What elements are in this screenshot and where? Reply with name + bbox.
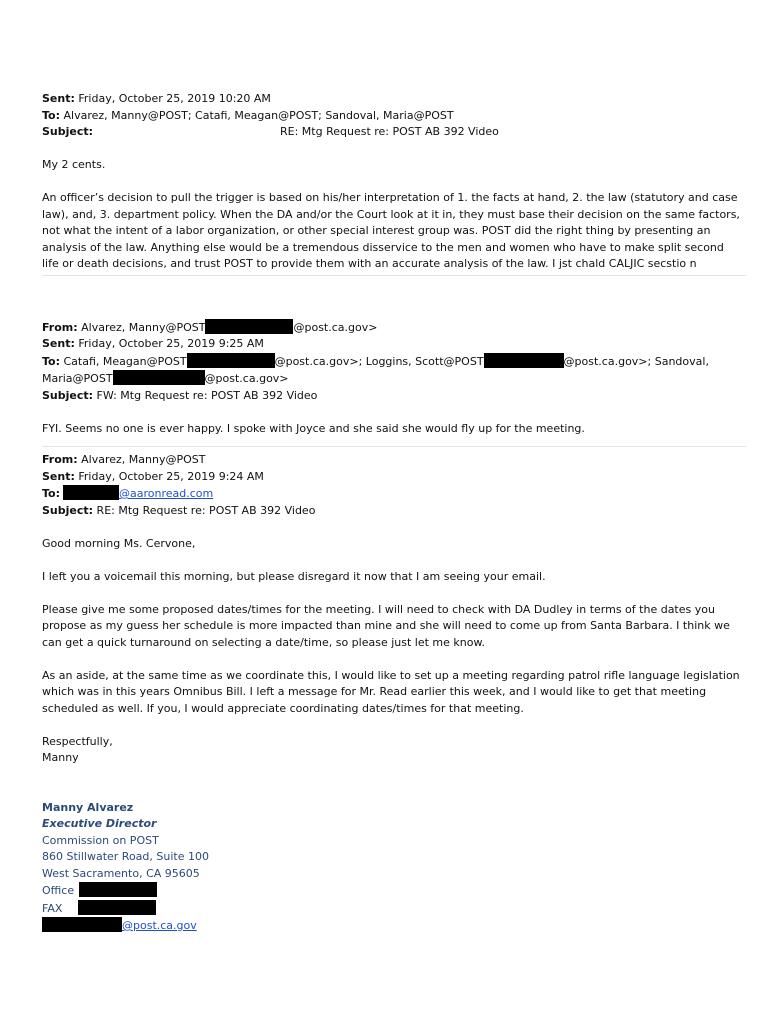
email1-body bbox=[42, 190, 746, 273]
sent-label: Sent: bbox=[42, 337, 75, 350]
body-line: can get a quick turnaround on selecting a date/time, so please just let me know. bbox=[42, 635, 485, 649]
body-line: An officer’s decision to pull the trigger is based on his/her interpretation of 1. the facts at hand, 2. the law (statutory and case bbox=[42, 191, 738, 204]
to-label: To: bbox=[42, 487, 60, 500]
to-name: Maria@POST bbox=[42, 372, 113, 385]
body-line: propose as my guess her schedule is more impacted than mine and she will need to come up from Santa Barbara. I think we bbox=[42, 619, 730, 632]
to-label: To: bbox=[42, 108, 60, 122]
body-line: which was in this years Omnibus Bill. I left a message for Mr. Read earlier this week, and I would like to get that meeting bbox=[42, 685, 707, 698]
divider bbox=[42, 446, 746, 447]
from-label: From: bbox=[42, 453, 78, 466]
salutation: Good morning Ms. Cervone, bbox=[42, 536, 196, 550]
sent-value: Friday, October 25, 2019 10:20 AM bbox=[78, 92, 271, 105]
signature-address1: 860 Stillwater Road, Suite 100 bbox=[42, 850, 209, 863]
signature-name: Manny Alvarez bbox=[42, 800, 134, 814]
to-value: Alvarez, Manny@POST; Catafi, Meagan@POST; Sandoval, Maria@POST bbox=[63, 108, 454, 122]
signature-address2: West Sacramento, CA 95605 bbox=[42, 866, 200, 880]
to-email-link[interactable]: @aaronread.com bbox=[119, 487, 214, 500]
subject-label: Subject: bbox=[42, 125, 94, 138]
subject-label: Subject: bbox=[42, 388, 94, 402]
body-line: analysis of the law. Anything else would be a tremendous disservice to the men and women who have to make split second bbox=[42, 240, 724, 254]
signature-title: Executive Director bbox=[42, 817, 157, 830]
signature-office bbox=[42, 882, 746, 900]
email3-header bbox=[42, 452, 746, 519]
to-name: Catafi, Meagan@POST bbox=[63, 354, 187, 368]
closing-name: Manny bbox=[42, 751, 79, 764]
signature-email-link[interactable]: @post.ca.gov bbox=[122, 919, 197, 932]
email-document bbox=[42, 91, 746, 935]
redaction-box bbox=[205, 319, 293, 334]
from-value: Alvarez, Manny@POST bbox=[81, 453, 206, 466]
email1-header bbox=[42, 91, 746, 141]
to-domain: @post.ca.gov> bbox=[204, 372, 289, 385]
body-line: not what the intent of a labor organization, or other special interest group was. POST did the right thing by presenting an bbox=[42, 224, 711, 237]
from-label: From: bbox=[42, 320, 78, 334]
fax-label: FAX bbox=[42, 901, 63, 915]
from-domain: @post.ca.gov> bbox=[293, 320, 378, 334]
paragraph: I left you a voicemail this morning, but please disregard it now that I am seeing your email. bbox=[42, 569, 546, 583]
redaction-box bbox=[42, 917, 122, 932]
sent-value: Friday, October 25, 2019 9:24 AM bbox=[78, 469, 264, 483]
office-label: Office bbox=[42, 884, 75, 897]
body-line: law), and, 3. department policy. When the DA and/or the Court look at it in, they must base their decision on the same factors, bbox=[42, 207, 740, 221]
subject-value: FW: Mtg Request re: POST AB 392 Video bbox=[96, 388, 318, 402]
redaction-box bbox=[484, 353, 564, 368]
email2-body: FYI. Seems no one is ever happy. I spoke with Joyce and she said she would fly up for the meeting. bbox=[42, 421, 585, 435]
sent-label: Sent: bbox=[42, 92, 75, 105]
subject-label: Subject: bbox=[42, 503, 94, 517]
sent-label: Sent: bbox=[42, 469, 75, 483]
redaction-box bbox=[63, 485, 119, 500]
email2-header bbox=[42, 319, 746, 405]
redaction-box bbox=[78, 900, 156, 915]
body-line: life or death decisions, and trust POST to provide them with an accurate analysis of the law. I jst chald CALJIC secstio n bbox=[42, 257, 697, 270]
redaction-box bbox=[187, 353, 275, 368]
closing: Respectfully, bbox=[42, 734, 113, 748]
body-line: Please give me some proposed dates/times for the meeting. I will need to check with DA Dudley in terms of the dates you bbox=[42, 602, 715, 616]
paragraph bbox=[42, 602, 746, 652]
signature-email bbox=[42, 917, 746, 935]
body-line: scheduled as well. If you, I would appreciate coordinating dates/times for that meeting. bbox=[42, 701, 524, 715]
signature-block bbox=[42, 800, 746, 935]
body-line: As an aside, at the same time as we coordinate this, I would like to set up a meeting regarding patrol rifle language legislation bbox=[42, 668, 740, 682]
to-domain: @post.ca.gov>; Sandoval, bbox=[563, 354, 709, 368]
to-label: To: bbox=[42, 354, 60, 368]
redaction-box bbox=[79, 882, 157, 897]
redaction-box bbox=[113, 370, 205, 385]
signature-org: Commission on POST bbox=[42, 833, 159, 847]
signature-fax bbox=[42, 900, 746, 918]
email1-greeting: My 2 cents. bbox=[42, 158, 106, 171]
paragraph bbox=[42, 668, 746, 718]
subject-value: RE: Mtg Request re: POST AB 392 Video bbox=[96, 503, 316, 517]
from-name: Alvarez, Manny@POST bbox=[81, 320, 206, 334]
sent-value: Friday, October 25, 2019 9:25 AM bbox=[78, 337, 264, 350]
to-domain: @post.ca.gov>; Loggins, Scott@POST bbox=[274, 354, 484, 368]
subject-value: RE: Mtg Request re: POST AB 392 Video bbox=[280, 125, 499, 138]
